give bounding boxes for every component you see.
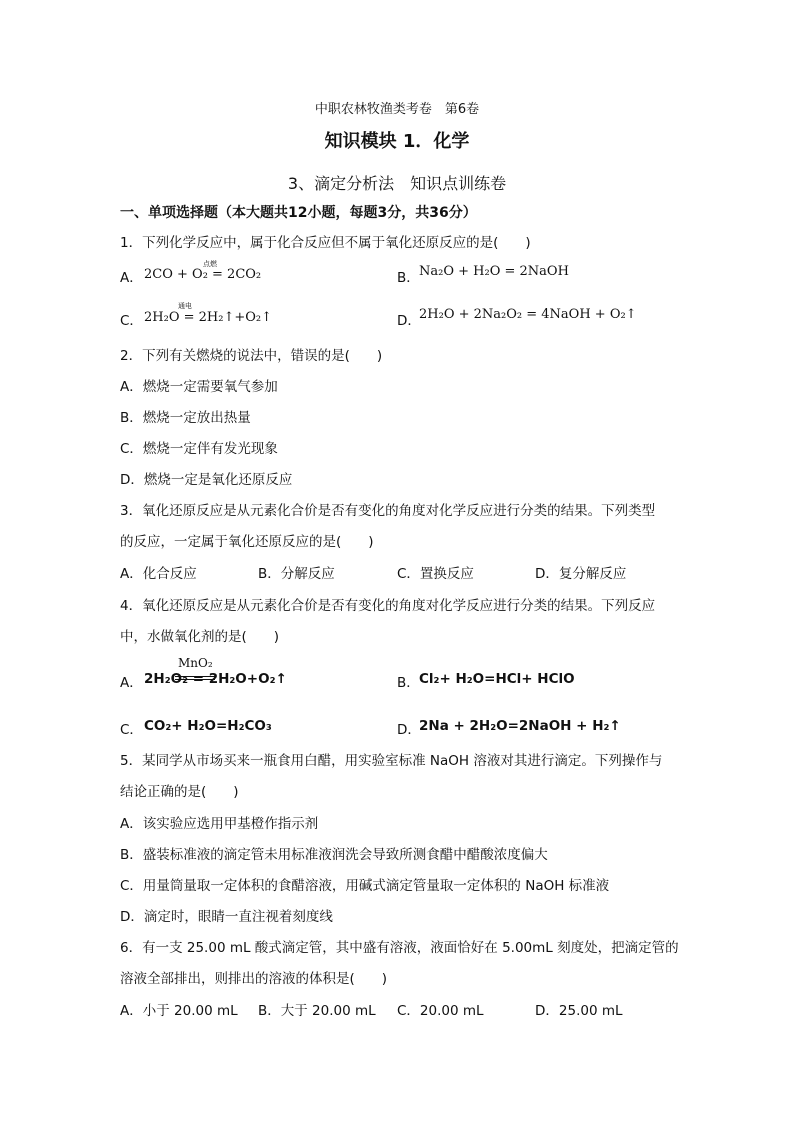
- q4-option-a-equation: 2H₂O₂ = 2H₂O+O₂↑: [144, 671, 287, 687]
- q3-option-c: C．置换反应: [397, 566, 474, 582]
- q1-option-c-equation: 2H₂O = 2H₂↑+O₂↑: [144, 310, 273, 325]
- question-2-stem: 2．下列有关燃烧的说法中，错误的是( ): [120, 348, 383, 364]
- q4-option-b-equation: Cl₂+ H₂O=HCl+ HClO: [419, 671, 575, 687]
- q1-option-c-label: C．: [120, 313, 143, 329]
- q4-a-catalyst: MnO₂: [178, 656, 213, 670]
- q4-option-a-label: A．: [120, 675, 143, 691]
- q1-option-a-equation: 2CO + O₂ = 2CO₂: [144, 267, 262, 282]
- question-6-stem-line1: 6．有一支 25.00 mL 酸式滴定管，其中盛有溶液，液面恰好在 5.00mL 刻度处，把滴定管的: [120, 940, 679, 956]
- section-heading: 一、单项选择题（本大题共12小题，每题3分，共36分）: [120, 205, 477, 221]
- q4-option-c-label: C．: [120, 722, 143, 738]
- q4-option-c-equation: CO₂+ H₂O=H₂CO₃: [144, 718, 272, 734]
- question-4-stem-line1: 4．氧化还原反应是从元素化合价是否有变化的角度对化学反应进行分类的结果。下列反应: [120, 598, 656, 614]
- q2-option-b: B．燃烧一定放出热量: [120, 410, 251, 426]
- question-6-stem-line2: 溶液全部排出，则排出的溶液的体积是( ): [120, 971, 388, 987]
- q3-option-a: A．化合反应: [120, 566, 197, 582]
- q1-option-d-equation: 2H₂O + 2Na₂O₂ = 4NaOH + O₂↑: [419, 307, 637, 322]
- q6-option-b: B．大于 20.00 mL: [258, 1003, 376, 1019]
- q4-option-b-label: B．: [397, 675, 420, 691]
- q3-option-d: D．复分解反应: [535, 566, 627, 582]
- page-subtitle: 3、滴定分析法 知识点训练卷: [287, 174, 507, 193]
- q4-option-d-equation: 2Na + 2H₂O=2NaOH + H₂↑: [419, 718, 621, 734]
- question-1-stem: 1．下列化学反应中，属于化合反应但不属于氧化还原反应的是( ): [120, 235, 531, 251]
- q6-option-a: A．小于 20.00 mL: [120, 1003, 238, 1019]
- q5-option-b: B．盛装标准液的滴定管未用标准液润洗会导致所测食醋中醋酸浓度偏大: [120, 847, 548, 863]
- q5-option-a: A．该实验应选用甲基橙作指示剂: [120, 816, 319, 832]
- q1-option-d-label: D．: [397, 313, 421, 329]
- q5-option-d: D．滴定时，眼睛一直注视着刻度线: [120, 909, 333, 925]
- q1-option-a-label: A．: [120, 270, 143, 286]
- q6-option-d: D．25.00 mL: [535, 1003, 623, 1019]
- page-title: 知识模块 1．化学: [324, 131, 470, 152]
- question-3-stem-line2: 的反应，一定属于氧化还原反应的是( ): [120, 534, 374, 550]
- question-5-stem-line2: 结论正确的是( ): [120, 784, 239, 800]
- question-5-stem-line1: 5．某同学从市场买来一瓶食用白醋，用实验室标准 NaOH 溶液对其进行滴定。下列操作与: [120, 753, 663, 769]
- q2-option-a: A．燃烧一定需要氧气参加: [120, 379, 278, 395]
- q5-option-c: C．用量筒量取一定体积的食醋溶液，用碱式滴定管量取一定体积的 NaOH 标准液: [120, 878, 610, 894]
- q2-option-c: C．燃烧一定伴有发光现象: [120, 441, 278, 457]
- question-4-stem-line2: 中，水做氧化剂的是( ): [120, 629, 280, 645]
- exam-header: 中职农林牧渔类考卷 第6卷: [314, 102, 480, 117]
- q1-a-condition: 点燃: [203, 260, 217, 268]
- q1-option-b-label: B．: [397, 270, 420, 286]
- q3-option-b: B．分解反应: [258, 566, 335, 582]
- q6-option-c: C．20.00 mL: [397, 1003, 484, 1019]
- q2-option-d: D．燃烧一定是氧化还原反应: [120, 472, 293, 488]
- q4-option-d-label: D．: [397, 722, 421, 738]
- question-3-stem-line1: 3．氧化还原反应是从元素化合价是否有变化的角度对化学反应进行分类的结果。下列类型: [120, 503, 656, 519]
- q1-option-b-equation: Na₂O + H₂O = 2NaOH: [419, 264, 569, 279]
- q1-c-condition: 通电: [178, 302, 192, 310]
